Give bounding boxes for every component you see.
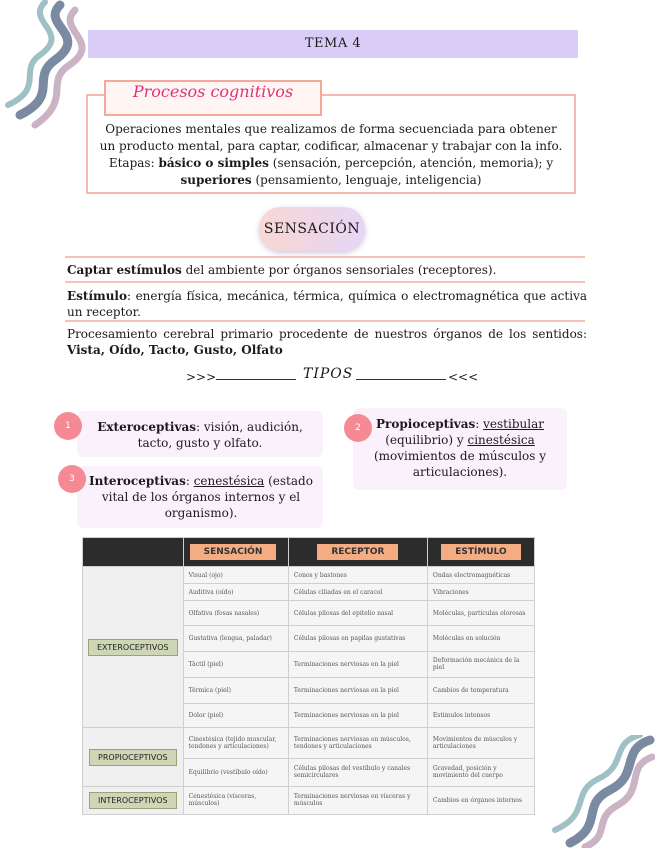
paragraph-estimulo-text: : energía física, mecánica, térmica, química o electromagnética que activa un receptor. — [67, 289, 587, 319]
card-interoceptivas-title: Interoceptivas — [89, 474, 186, 488]
card-exteroceptivas-body: : visión, audición, tacto, gusto y olfato. — [137, 420, 303, 450]
table-cell: Moléculas en solución — [427, 625, 534, 651]
table-cell: Deformación mecánica de la piel — [427, 651, 534, 677]
group-propioceptivos: PROPIOCEPTIVOS — [89, 749, 177, 766]
header-receptor: RECEPTOR — [317, 544, 398, 560]
table-cell: Gustativa (lengua, paladar) — [183, 625, 288, 651]
table-cell: Terminaciones nerviosas en la piel — [288, 677, 427, 703]
definition-stages-basic-detail: (sensación, percepción, atención, memoria); y — [268, 156, 554, 170]
paragraph-estimulo — [67, 288, 587, 320]
table-header-row — [83, 538, 535, 567]
tipos-line-right — [356, 379, 446, 380]
section-title-pill — [259, 207, 365, 251]
number-badge: 2 — [344, 414, 372, 442]
wave-decoration-bottom-right — [540, 735, 655, 848]
card-propioceptivas — [353, 408, 567, 490]
table-cell: Células pilosas en papilas gustativas — [288, 625, 427, 651]
table-cell: Ondas electromagnéticas — [427, 567, 534, 584]
definition-text — [96, 121, 566, 189]
table-header-cell — [427, 538, 534, 567]
table-cell: Terminaciones nerviosas en vísceras y músculos — [288, 786, 427, 814]
table-cell: Equilibrio (vestíbulo oído) — [183, 758, 288, 786]
paragraph-captar-bold: Captar estímulos — [67, 263, 182, 277]
card-interoceptivas-cenestesica: cenestésica — [193, 474, 265, 488]
card-propioceptivas-mid: (equilibrio) y — [385, 433, 468, 447]
group-cell — [83, 786, 184, 814]
table-cell: Vibraciones — [427, 584, 534, 601]
table-cell: Conos y bastones — [288, 567, 427, 584]
card-propioceptivas-text — [353, 408, 567, 480]
table-cell: Células pilosas del vestíbulo y canales semicirculares — [288, 758, 427, 786]
card-propioceptivas-title: Propioceptivas — [376, 417, 476, 431]
number-badge: 3 — [58, 465, 86, 493]
table-cell: Dolor (piel) — [183, 704, 288, 728]
definition-tab-title: Procesos cognitivos — [104, 80, 322, 116]
card-interoceptivas-body: (estado vital de los órganos internos y el organismo). — [101, 474, 313, 520]
card-exteroceptivas-title: Exteroceptivas — [97, 420, 196, 434]
definition-stages-basic: básico o simples — [158, 156, 269, 170]
definition-stages-superior: superiores — [180, 173, 252, 187]
table-cell: Estímulos intensos — [427, 704, 534, 728]
table-cell: Cenestésica (vísceras, músculos) — [183, 786, 288, 814]
tipos-line-left — [216, 379, 296, 380]
table-cell: Terminaciones nerviosas en músculos, tendones y articulaciones — [288, 728, 427, 758]
page-title: TEMA 4 — [304, 36, 362, 51]
tipos-label: TIPOS — [303, 366, 354, 382]
table-cell: Células pilosas del epitelio nasal — [288, 601, 427, 625]
page-title-bar — [88, 30, 578, 58]
group-cell — [83, 728, 184, 786]
table-cell: Auditiva (oído) — [183, 584, 288, 601]
table-cell: Moléculas, partículas olorosas — [427, 601, 534, 625]
card-exteroceptivas — [77, 411, 323, 457]
card-propioceptivas-colon: : — [475, 417, 484, 431]
table-cell: Movimientos de músculos y articulaciones — [427, 728, 534, 758]
card-interoceptivas — [77, 466, 323, 528]
paragraph-procesamiento — [67, 326, 587, 358]
sensations-table — [82, 537, 535, 815]
paragraph-procesamiento-text: Procesamiento cerebral primario procedente de nuestros órganos de los sentidos: — [67, 327, 587, 341]
paragraph-estimulo-bold: Estímulo — [67, 289, 127, 303]
table-cell: Terminaciones nerviosas en la piel — [288, 704, 427, 728]
table-cell: Cinestésica (tejido muscular, tendones y articulaciones) — [183, 728, 288, 758]
tipos-right-arrow: <<< — [448, 370, 479, 384]
divider-line — [65, 320, 585, 322]
card-interoceptivas-colon: : — [185, 474, 194, 488]
card-propioceptivas-cinestesica: cinestésica — [467, 433, 535, 447]
paragraph-captar — [67, 262, 587, 278]
group-exteroceptivos: EXTEROCEPTIVOS — [88, 639, 178, 656]
table-header-cell — [288, 538, 427, 567]
group-cell — [83, 567, 184, 728]
paragraph-captar-text: del ambiente por órganos sensoriales (receptores). — [181, 263, 497, 277]
number-badge: 1 — [54, 412, 82, 440]
table-cell: Olfativa (fosas nasales) — [183, 601, 288, 625]
table-cell: Terminaciones nerviosas en la piel — [288, 651, 427, 677]
table-cell: Térmica (piel) — [183, 677, 288, 703]
paragraph-procesamiento-bold: Vista, Oído, Tacto, Gusto, Olfato — [67, 343, 283, 357]
tipos-left-arrow: >>> — [186, 370, 217, 384]
table-header-cell — [183, 538, 288, 567]
table-row — [83, 728, 535, 758]
table-cell: Cambios de temperatura — [427, 677, 534, 703]
header-estimulo: ESTÍMULO — [441, 544, 520, 560]
definition-line-1: Operaciones mentales que realizamos de forma secuenciada para obtener un producto mental, para captar, codificar, almacenar y trabajar con la info. — [99, 122, 563, 153]
tipos-divider — [186, 366, 486, 388]
definition-stages-prefix: Etapas: — [108, 156, 159, 170]
divider-line — [65, 281, 585, 283]
definition-stages-superior-detail: (pensamiento, lenguaje, inteligencia) — [251, 173, 482, 187]
table-cell: Táctil (piel) — [183, 651, 288, 677]
header-sensacion: SENSACIÓN — [190, 544, 277, 560]
table-row — [83, 567, 535, 584]
group-interoceptivos: INTEROCEPTIVOS — [89, 792, 177, 809]
table-header-corner — [83, 538, 184, 567]
table-cell: Cambios en órganos internos — [427, 786, 534, 814]
table-cell: Células ciliadas en el caracol — [288, 584, 427, 601]
card-interoceptivas-text — [77, 466, 323, 521]
table-cell: Gravedad, posición y movimiento del cuerpo — [427, 758, 534, 786]
card-propioceptivas-body: (movimientos de músculos y articulaciones). — [373, 449, 547, 479]
divider-line — [65, 256, 585, 258]
table-row — [83, 786, 535, 814]
section-title: SENSACIÓN — [263, 221, 361, 237]
card-propioceptivas-vestibular: vestibular — [483, 417, 544, 431]
card-exteroceptivas-text — [77, 411, 323, 451]
table-cell: Visual (ojo) — [183, 567, 288, 584]
